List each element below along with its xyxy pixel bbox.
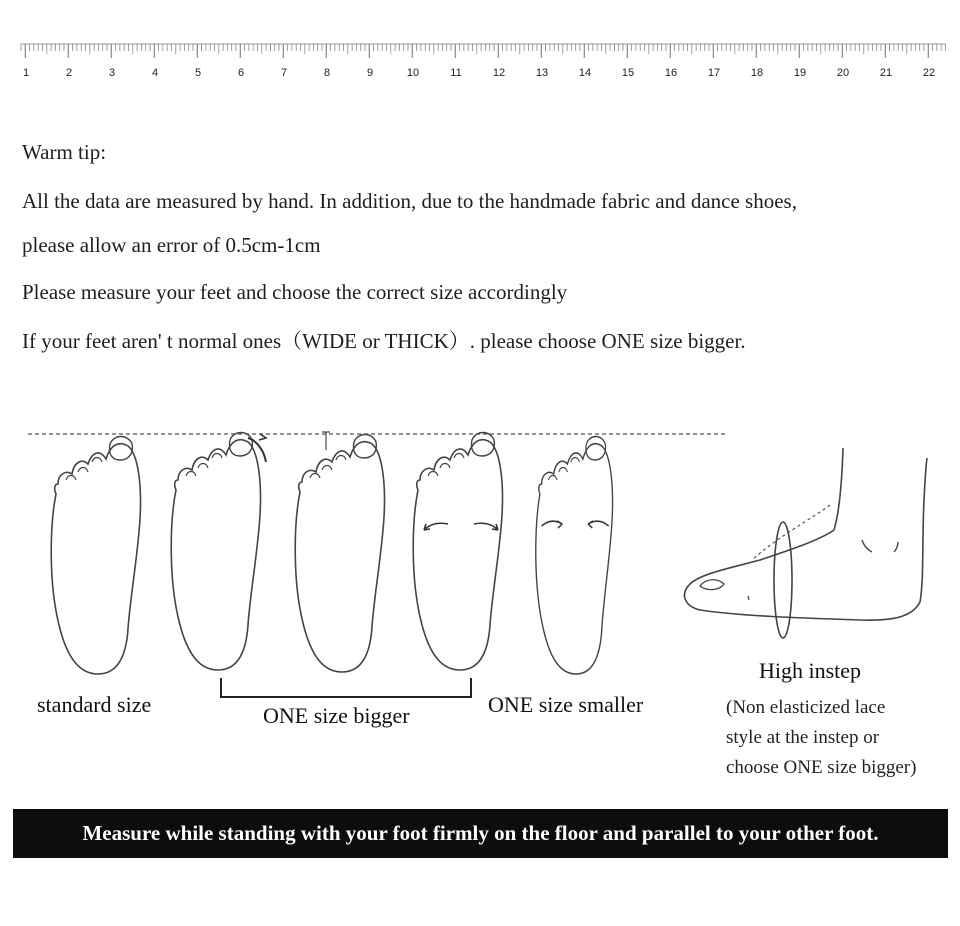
ruler-number: 16	[664, 67, 678, 79]
ruler-number: 2	[65, 67, 73, 79]
ruler-number: 4	[151, 67, 159, 79]
banner-text: Measure while standing with your foot firmly on the floor and parallel to your other foot.	[82, 821, 879, 845]
one-size-bigger-label: ONE size bigger	[263, 703, 410, 728]
ruler-number: 11	[450, 67, 462, 79]
ruler-number: 22	[922, 67, 936, 79]
ruler-number: 21	[879, 67, 893, 79]
one-size-smaller-label: ONE size smaller	[488, 692, 644, 717]
ruler-number: 3	[108, 67, 116, 79]
foot-bunion-icon	[171, 433, 266, 671]
standard-size-label: standard size	[37, 692, 152, 717]
ruler-number: 8	[323, 67, 331, 79]
tip-line-measure-feet: Please measure your feet and choose the correct size accordingly	[22, 280, 568, 304]
tip-line-wide-thick: If your feet aren' t normal ones（WIDE or THICK）. please choose ONE size bigger.	[22, 329, 746, 353]
ruler-labels	[23, 67, 935, 79]
foot-standard-icon	[51, 437, 140, 675]
ruler-number: 18	[750, 67, 764, 79]
ruler-number: 15	[621, 67, 635, 79]
ruler-number: 20	[836, 67, 850, 79]
instep-note-line-2: style at the instep or	[726, 727, 880, 748]
ruler-number: 1	[22, 67, 30, 79]
foot-long-toe-icon	[295, 432, 384, 672]
ruler-number: 17	[707, 67, 721, 79]
foot-wide-icon	[413, 433, 502, 671]
bigger-size-bracket	[221, 678, 471, 697]
tip-line-measured-by-hand: All the data are measured by hand. In addition, due to the handmade fabric and dance shoes,	[22, 189, 797, 213]
measurement-instruction-banner	[13, 809, 948, 858]
foot-narrow-icon	[536, 437, 613, 675]
ruler-number: 13	[535, 67, 549, 79]
ruler-ticks	[21, 44, 946, 58]
instep-note-line-3: choose ONE size bigger)	[726, 757, 917, 778]
tip-line-error-allowance: please allow an error of 0.5cm-1cm	[22, 233, 321, 257]
high-instep-title: High instep	[759, 658, 862, 683]
ruler-number: 6	[237, 67, 245, 79]
ruler-number: 14	[578, 67, 592, 79]
high-instep-foot-icon	[685, 448, 927, 638]
instep-note-line-1: (Non elasticized lace	[726, 697, 886, 718]
ruler	[0, 30, 960, 90]
ruler-number: 12	[492, 67, 506, 79]
ruler-number: 10	[406, 67, 420, 79]
ruler-number: 5	[194, 67, 202, 79]
ruler-number: 9	[366, 67, 374, 79]
warm-tip-heading: Warm tip:	[22, 140, 107, 164]
ruler-number: 7	[280, 67, 288, 79]
ruler-number: 19	[793, 67, 807, 79]
